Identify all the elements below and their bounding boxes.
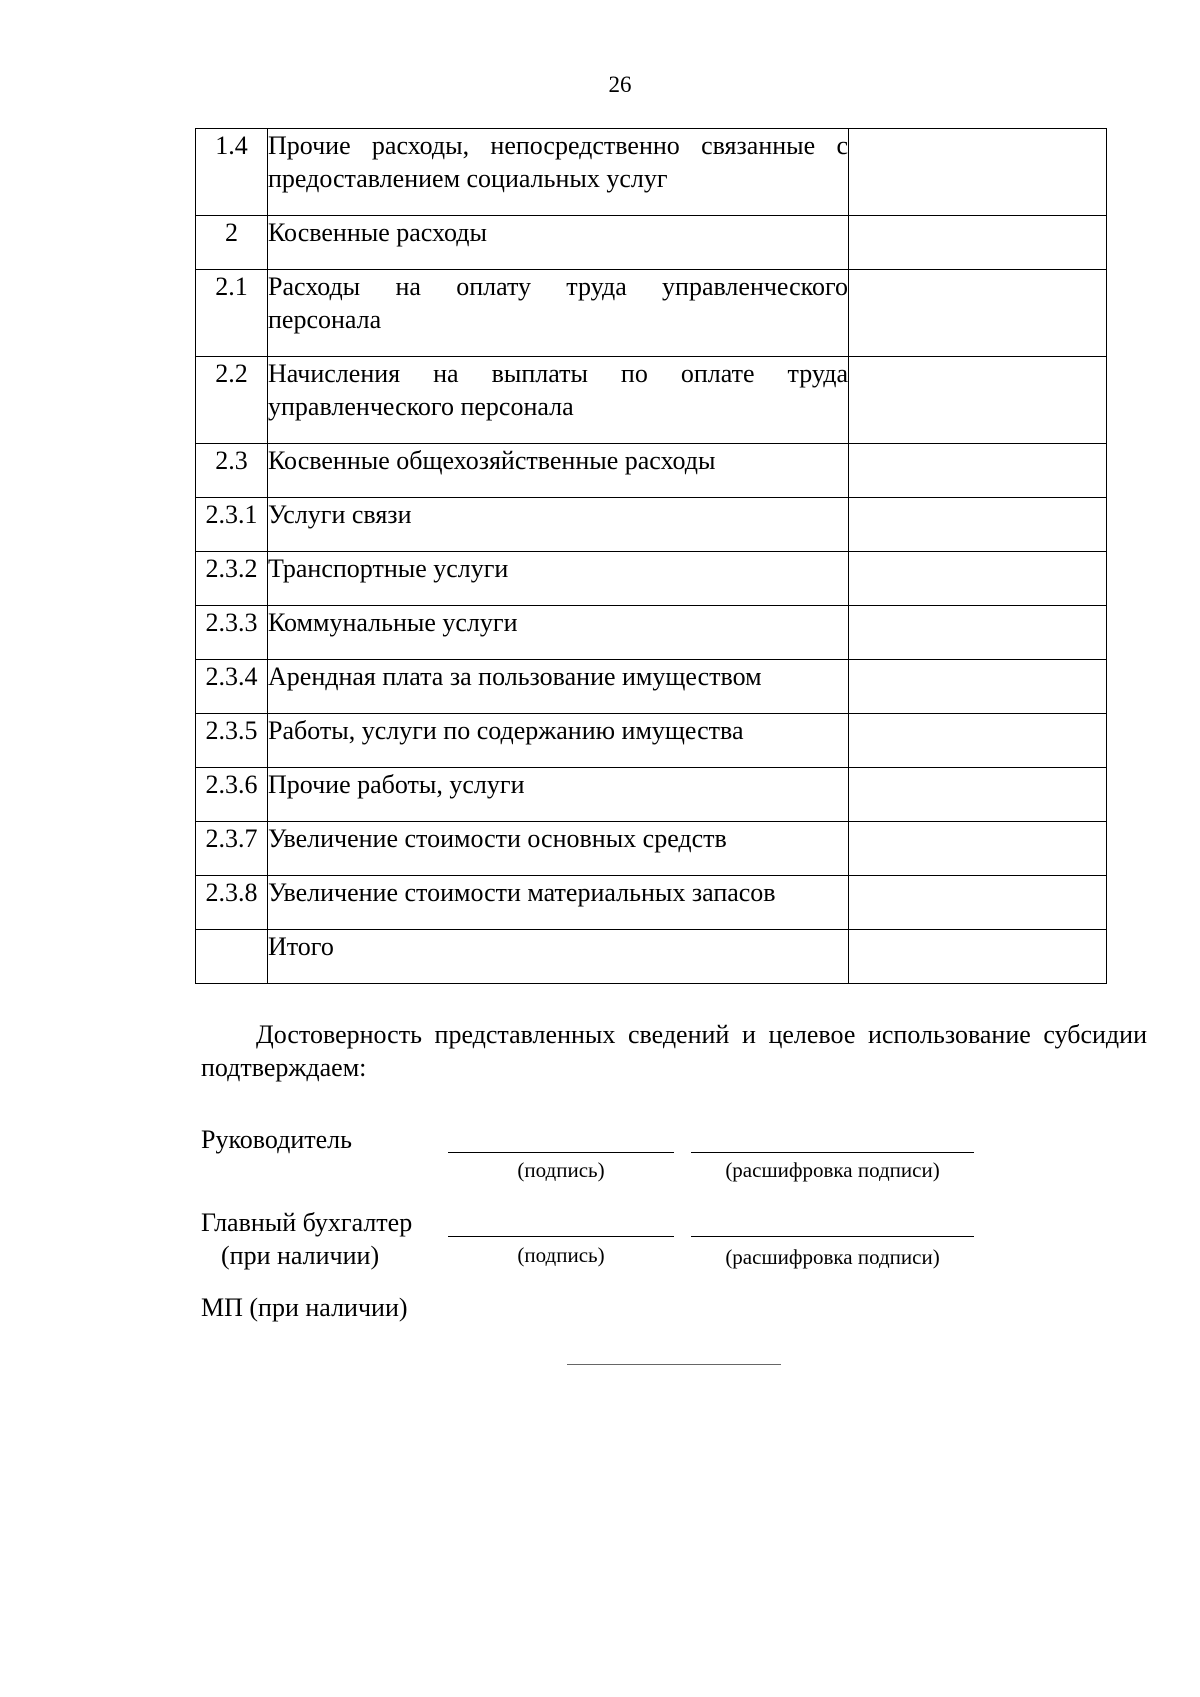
chief-accountant-note: (при наличии) [221,1241,380,1270]
chief-accountant-decoding-caption: (расшифровка подписи) [725,1245,940,1269]
row-number: 2 [196,216,268,270]
end-of-document-rule [567,1364,781,1365]
row-name: Услуги связи [268,498,849,552]
row-value[interactable] [849,216,1107,270]
row-name: Косвенные общехозяйственные расходы [268,444,849,498]
page-number: 26 [608,72,632,97]
row-value[interactable] [849,357,1107,444]
row-number: 2.3.7 [196,822,268,876]
head-signature-caption: (подпись) [517,1158,605,1182]
head-signature-line[interactable] [448,1152,674,1153]
head-label: Руководитель [201,1125,352,1154]
row-value[interactable] [849,552,1107,606]
table-row [196,714,1107,768]
row-number: 2.3.3 [196,606,268,660]
table-row [196,216,1107,270]
row-value[interactable] [849,660,1107,714]
row-number: 2.3.8 [196,876,268,930]
row-value[interactable] [849,129,1107,216]
head-decoding-caption: (расшифровка подписи) [725,1158,940,1182]
table-row [196,660,1107,714]
row-name: Увеличение стоимости материальных запасов [268,876,849,930]
row-number: 2.3 [196,444,268,498]
table-row [196,498,1107,552]
row-value[interactable] [849,498,1107,552]
row-number: 2.3.4 [196,660,268,714]
row-name: Увеличение стоимости основных средств [268,822,849,876]
row-number: 2.3.6 [196,768,268,822]
table-row [196,552,1107,606]
row-name: Начисления на выплаты по оплате труда управленческого персонала [268,357,849,444]
row-name: Транспортные услуги [268,552,849,606]
table-row [196,606,1107,660]
chief-accountant-signature-line[interactable] [448,1236,674,1237]
row-name: Расходы на оплату труда управленческого персонала [268,270,849,357]
table-row [196,444,1107,498]
row-name: Итого [268,930,849,984]
confirmation-text: Достоверность представленных сведений и целевое использование субсидии подтверждаем: [201,1020,1147,1082]
row-value[interactable] [849,444,1107,498]
row-number: 2.3.5 [196,714,268,768]
cost-table [195,128,1107,984]
chief-accountant-label: Главный бухгалтер [201,1208,413,1237]
row-number: 2.1 [196,270,268,357]
table-row [196,822,1107,876]
row-value[interactable] [849,876,1107,930]
row-name: Работы, услуги по содержанию имущества [268,714,849,768]
chief-accountant-signature-caption: (подпись) [517,1243,605,1267]
row-value[interactable] [849,606,1107,660]
row-name: Арендная плата за пользование имуществом [268,660,849,714]
stamp-label: МП (при наличии) [201,1293,408,1322]
row-name: Косвенные расходы [268,216,849,270]
row-value[interactable] [849,822,1107,876]
row-number [196,930,268,984]
row-number: 1.4 [196,129,268,216]
table-row [196,129,1107,216]
chief-accountant-decoding-line[interactable] [691,1236,974,1237]
head-decoding-line[interactable] [691,1152,974,1153]
row-name: Прочие работы, услуги [268,768,849,822]
row-name: Коммунальные услуги [268,606,849,660]
row-value[interactable] [849,270,1107,357]
row-number: 2.3.2 [196,552,268,606]
row-value[interactable] [849,714,1107,768]
row-value[interactable] [849,768,1107,822]
row-number: 2.3.1 [196,498,268,552]
row-number: 2.2 [196,357,268,444]
table-row [196,876,1107,930]
row-name: Прочие расходы, непосредственно связанные с предоставлением социальных услуг [268,129,849,216]
table-row [196,768,1107,822]
table-row [196,270,1107,357]
row-value[interactable] [849,930,1107,984]
table-row [196,357,1107,444]
table-row-total [196,930,1107,984]
